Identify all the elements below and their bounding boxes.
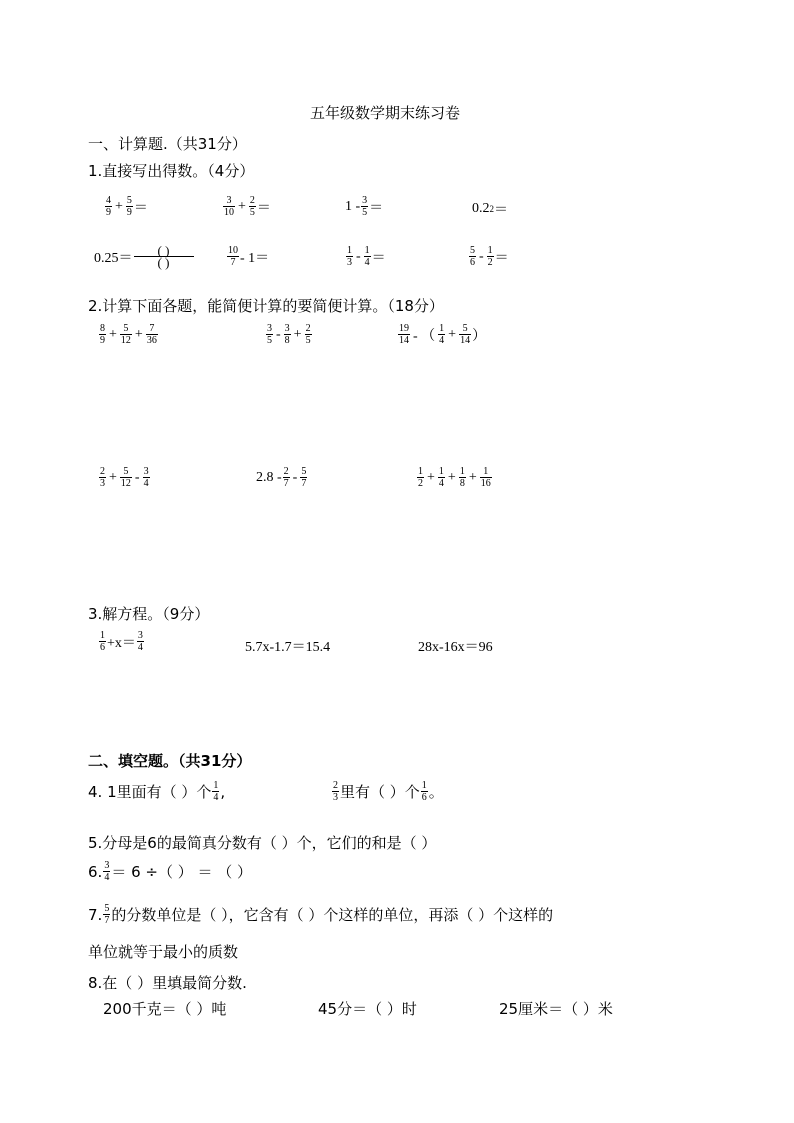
question-5: 5.分母是6的最简真分数有（ ）个，它们的和是（ ） [88, 834, 437, 852]
q1-expr-6: $\frac{10}{7}$ - 1＝ [228, 245, 270, 268]
q3-equation-1: $\frac{1}{6}$ +x＝ $\frac{3}{4}$ [100, 630, 143, 653]
q1-expr-5: 0.25＝ $\frac{( )}{( )}$ [94, 245, 195, 268]
question-3-label: 3.解方程。（9分） [88, 605, 210, 623]
page-title: 五年级数学期末练习卷 [310, 104, 461, 122]
q1-expr-8: $\frac{5}{6}$ - $\frac{1}{2}$ ＝ [470, 245, 509, 268]
question-7-line-2: 单位就等于最小的质数 [88, 943, 239, 961]
question-8-label: 8.在（ ）里填最简分数. [88, 974, 247, 992]
q8-item-2: 45分＝（ ）时 [318, 1000, 417, 1018]
q2-expr-2: $\frac{3}{5}$ - $\frac{3}{8}$ + $\frac{2}{5}$ [267, 323, 311, 346]
q1-expr-2: $\frac{3}{10}$ + $\frac{2}{5}$ ＝ [224, 195, 271, 218]
question-2-label: 2.计算下面各题，能简便计算的要简便计算。（18分） [88, 297, 444, 315]
q2-expr-1: $\frac{8}{9}$ + $\frac{5}{12}$ + $\frac{7}{36}$ [100, 323, 157, 346]
q3-equation-2: 5.7x-1.7＝15.4 [245, 640, 331, 655]
q1-expr-7: $\frac{1}{3}$ - $\frac{1}{4}$ ＝ [347, 245, 386, 268]
section-1-heading: 一、计算题.（共31分） [88, 135, 247, 153]
q1-expr-3: 1 - $\frac{3}{5}$ ＝ [345, 195, 384, 218]
q2-expr-5: 2.8 - $\frac{2}{7}$ - $\frac{5}{7}$ [256, 466, 307, 489]
q3-equation-3: 28x-16x＝96 [418, 640, 493, 655]
question-6: 6. $\frac{3}{4}$ ＝ 6 ÷（ ） ＝ （ ） [88, 860, 253, 883]
q2-expr-3: $\frac{19}{14}$ - （ $\frac{1}{4}$ + $\frac{5}{14}$ ） [399, 323, 487, 346]
question-1-label: 1.直接写出得数。（4分） [88, 162, 255, 180]
q8-item-3: 25厘米＝（ ）米 [499, 1000, 613, 1018]
q1-expr-4: 0.2 2 ＝ [472, 201, 508, 218]
question-4: 4. 1里面有（ ）个 $\frac{1}{4}$ , [88, 780, 226, 803]
q1-expr-1: $\frac{4}{9}$ + $\frac{5}{9}$ ＝ [106, 195, 148, 218]
question-4-part-2: $\frac{2}{3}$ 里有（ ）个 $\frac{1}{6}$ 。 [333, 780, 444, 803]
q2-expr-4: $\frac{2}{3}$ + $\frac{5}{12}$ - $\frac{3}{4}$ [100, 466, 149, 489]
q8-item-1: 200千克＝（ ）吨 [103, 1000, 227, 1018]
question-7: 7. $\frac{5}{7}$ 的分数单位是（ ），它含有（ ）个这样的单位，再添（ ）个这样的 [88, 903, 554, 926]
section-2-heading: 二、填空题。（共31分） [88, 752, 252, 770]
q2-expr-6: $\frac{1}{2}$ + $\frac{1}{4}$ + $\frac{1}{8}$ + $\frac{1}{16}$ [418, 466, 491, 489]
